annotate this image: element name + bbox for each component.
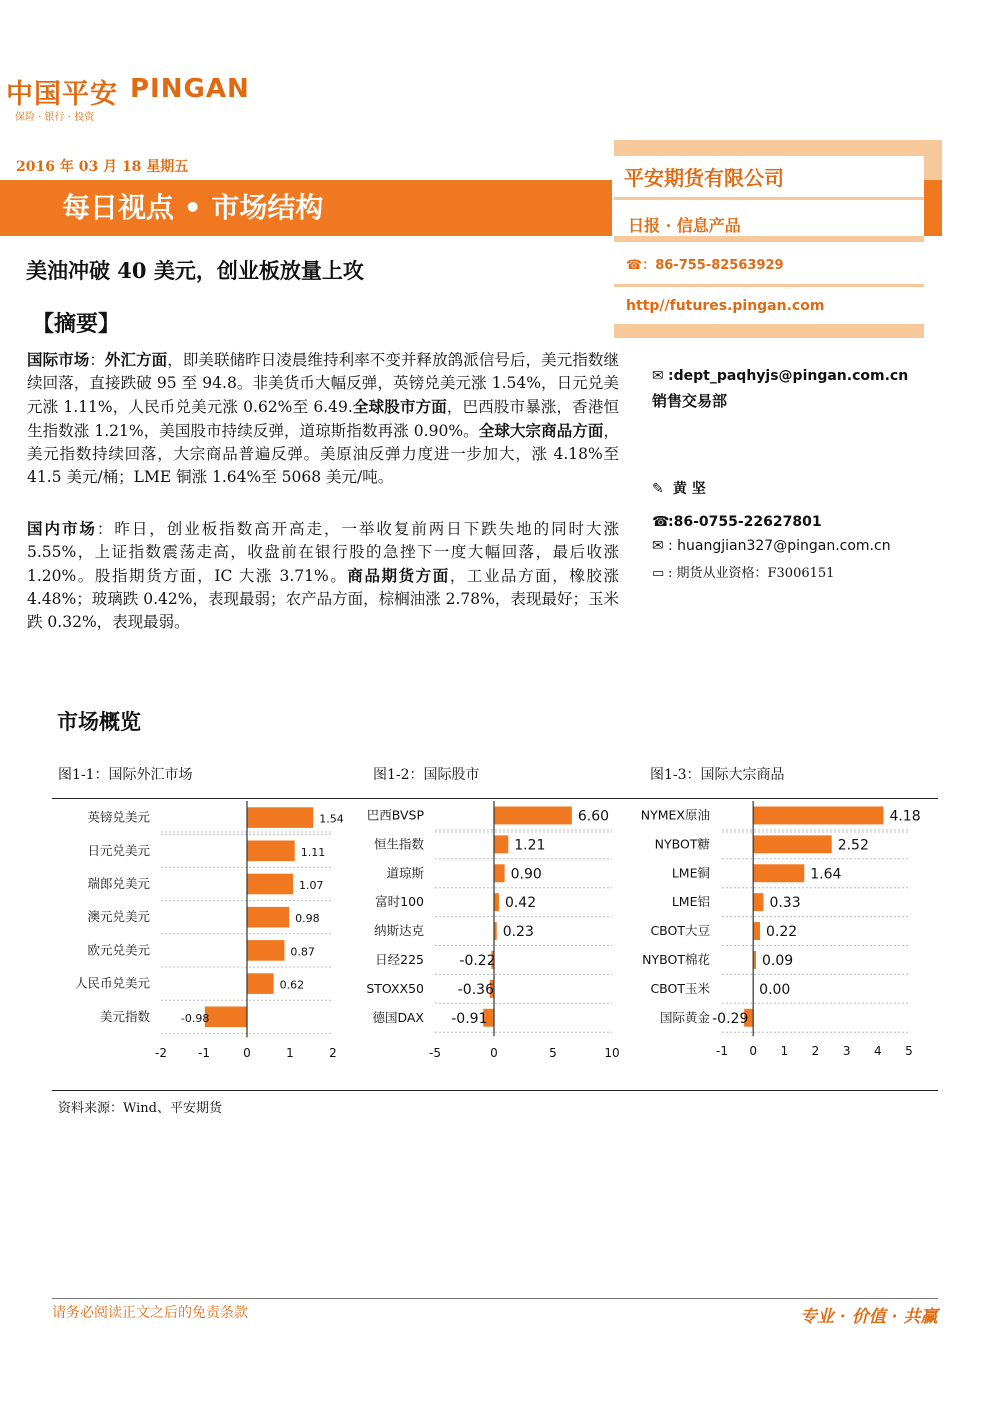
label-intl: 国际市场 [27, 350, 90, 369]
colon: ： [89, 351, 105, 369]
data-label: 0.87 [290, 945, 315, 959]
data-label: -0.29 [712, 1010, 749, 1027]
logo-en: PINGAN [130, 74, 250, 104]
tick-label: 4 [874, 1044, 882, 1058]
logo-tagline: 保险 · 银行 · 投资 [15, 112, 95, 123]
bar [247, 841, 295, 862]
book-icon: ▭ [652, 566, 665, 581]
website-link[interactable]: http//futures.pingan.com [626, 298, 825, 314]
tick-label: -1 [716, 1044, 728, 1058]
data-label: 0.90 [510, 866, 542, 883]
phone-icon: ☎： [626, 258, 656, 273]
data-label: 0.42 [504, 895, 537, 912]
disclaimer-link[interactable]: 请务必阅读正文之后的免责条款 [52, 1305, 248, 1321]
analyst-email-text: : huangjian327@pingan.com.cn [668, 538, 891, 554]
label-stock: 全球股市方面 [352, 397, 447, 416]
tick-label: -5 [429, 1046, 441, 1060]
data-label: -0.22 [459, 952, 496, 969]
data-source: 资料来源：Wind、平安期货 [58, 1101, 222, 1116]
tick-label: 2 [811, 1044, 820, 1058]
chart-title-stocks: 图1-2：国际股市 [373, 767, 480, 783]
data-label: 0.23 [502, 924, 534, 941]
category-label: CBOT玉米 [650, 980, 710, 996]
tick-label: -1 [198, 1046, 210, 1060]
text-dom-2: ，工业品方面，橡胶涨 4.48%；玻璃跌 0.42%，表现最弱；农产品方面，棕榈油涨 2.78%，表现最好；玉米跌 0.32%，表现最弱。 [27, 567, 619, 631]
analyst-phone-text: :86-0755-22627801 [668, 514, 822, 530]
company-name: 平安期货有限公司 [624, 166, 784, 190]
category-label: NYBOT糖 [654, 836, 710, 852]
bar [494, 835, 508, 853]
text-intl-2: ，巴西股市暴涨，香港恒生指数涨 1.21%，美国股市持续反弹，道琼斯指数再涨 0.90%。 [27, 398, 619, 440]
tick-label: -2 [155, 1046, 167, 1060]
label-commodity: 全球大宗商品方面 [478, 421, 604, 440]
data-label: 1.07 [299, 879, 324, 892]
label-futures: 商品期货方面 [347, 566, 450, 585]
bar [247, 907, 289, 928]
category-label: 德国DAX [372, 1009, 424, 1025]
text-dom-1: ：昨日，创业板指数高开高走，一举收复前两日下跌失地的同时大涨 5.55%，上证指数震荡走高，收盘前在银行股的急挫下一度大幅回落，最后收涨 1.20%。股指期货方面，IC 大涨 3.71%。 [27, 520, 619, 585]
data-label: 1.11 [300, 845, 326, 859]
category-label: 瑞郎兑美元 [87, 876, 150, 891]
bar [753, 835, 832, 853]
data-label: 0.22 [766, 924, 798, 941]
category-label: 欧元兑美元 [87, 942, 150, 958]
data-label: -0.98 [180, 1011, 210, 1025]
data-label: -0.91 [451, 1010, 488, 1027]
data-label: 0.00 [759, 981, 791, 998]
category-label: 人民币兑美元 [74, 975, 150, 991]
category-label: NYBOT棉花 [642, 951, 710, 967]
data-label: 0.62 [279, 978, 305, 992]
tick-label: 1 [780, 1044, 789, 1058]
tick-label: 2 [329, 1046, 337, 1060]
analyst-license-text: : 期货从业资格：F3006151 [668, 566, 835, 581]
category-label: NYMEX原油 [640, 807, 710, 823]
bar [494, 806, 572, 824]
bar [247, 940, 284, 961]
data-label: 4.18 [889, 808, 921, 825]
category-label: LME铝 [671, 894, 710, 910]
data-label: 2.52 [837, 837, 869, 854]
bar [247, 807, 313, 828]
category-label: 富时100 [375, 894, 424, 910]
chart-title-fx: 图1-1：国际外汇市场 [58, 767, 193, 783]
summary-heading: 【摘要】 [32, 311, 121, 337]
category-label: 巴西BVSP [366, 807, 424, 823]
bar [753, 806, 883, 824]
dept-email-text: :dept_paqhyjs@pingan.com.cn [668, 368, 909, 384]
data-label: -0.36 [457, 981, 494, 998]
label-fx: 外汇方面 [104, 350, 168, 369]
bar [205, 1007, 247, 1028]
data-label: 0.33 [769, 895, 801, 912]
category-label: CBOT大豆 [650, 923, 710, 939]
tick-label: 5 [549, 1046, 557, 1060]
category-label: 美元指数 [99, 1008, 150, 1024]
headline: 美油冲破 40 美元，创业板放量上攻 [26, 258, 364, 283]
logo-cn: 中国平安 [6, 79, 118, 110]
category-label: 澳元兑美元 [87, 909, 150, 925]
category-label: 纳斯达克 [373, 923, 424, 939]
tick-label: 5 [905, 1044, 913, 1058]
category-label: STOXX50 [366, 980, 424, 996]
data-label: 1.21 [514, 837, 546, 854]
footer-slogan: 专业 · 价值 · 共赢 [800, 1307, 938, 1327]
bar [494, 893, 499, 911]
bar [494, 864, 505, 882]
mail-icon: ✉ [652, 538, 664, 554]
data-label: 6.60 [577, 808, 610, 825]
category-label: LME铜 [671, 865, 710, 881]
data-label: 1.54 [319, 812, 344, 826]
hotline-number: 86-755-82563929 [655, 258, 784, 273]
category-label: 恒生指数 [373, 836, 424, 852]
chart-title-commodities: 图1-3：国际大宗商品 [650, 767, 785, 783]
footer-divider [52, 1298, 938, 1299]
tick-label: 0 [243, 1046, 251, 1060]
category-label: 日经225 [375, 951, 424, 967]
tick-label: 0 [490, 1046, 498, 1060]
tick-label: 0 [749, 1044, 757, 1058]
analyst-name-text: 黄 坚 [672, 481, 706, 497]
category-label: 日元兑美元 [87, 842, 150, 858]
report-date: 2016 年 03 月 18 星期五 [16, 159, 189, 175]
phone-icon: ☎ [652, 514, 670, 530]
category-label: 道琼斯 [386, 865, 424, 881]
label-dom: 国内市场 [27, 519, 97, 538]
bar [247, 874, 293, 895]
tick-label: 10 [604, 1046, 620, 1060]
bar [753, 893, 763, 911]
bar [247, 973, 274, 994]
bar [753, 864, 804, 882]
market-overview-title: 市场概览 [57, 709, 141, 734]
product-type: 日报 · 信息产品 [628, 216, 741, 235]
department: 销售交易部 [652, 392, 728, 410]
report-title: 每日视点 • 市场结构 [62, 191, 324, 224]
data-label: 0.09 [761, 952, 794, 969]
data-label: 1.64 [810, 866, 842, 883]
text-intl-3: ，美元指数持续回落，大宗商品普遍反弹。美原油反弹力度进一步加大，涨 4.18%至 41.5 美元/桶；LME 铜涨 1.64%至 5068 美元/吨。 [27, 422, 619, 486]
text-intl-1: ，即美联储昨日凌晨维持利率不变并释放鸽派信号后，美元指数继续回落，直接跌破 95 至 94.8。非美货币大幅反弹，英镑兑美元涨 1.54%，日元兑美元涨 1.11%，人民币兑美元涨 0.62%至 6.49. [27, 351, 619, 416]
pen-icon: ✎ [652, 481, 664, 497]
category-label: 英镑兑美元 [87, 809, 150, 825]
tick-label: 1 [286, 1046, 294, 1060]
bar [753, 922, 760, 940]
category-label: 国际黄金 [659, 1009, 710, 1025]
mail-icon: ✉ [652, 368, 664, 384]
tick-label: 3 [842, 1044, 851, 1058]
data-label: 0.98 [295, 912, 320, 926]
